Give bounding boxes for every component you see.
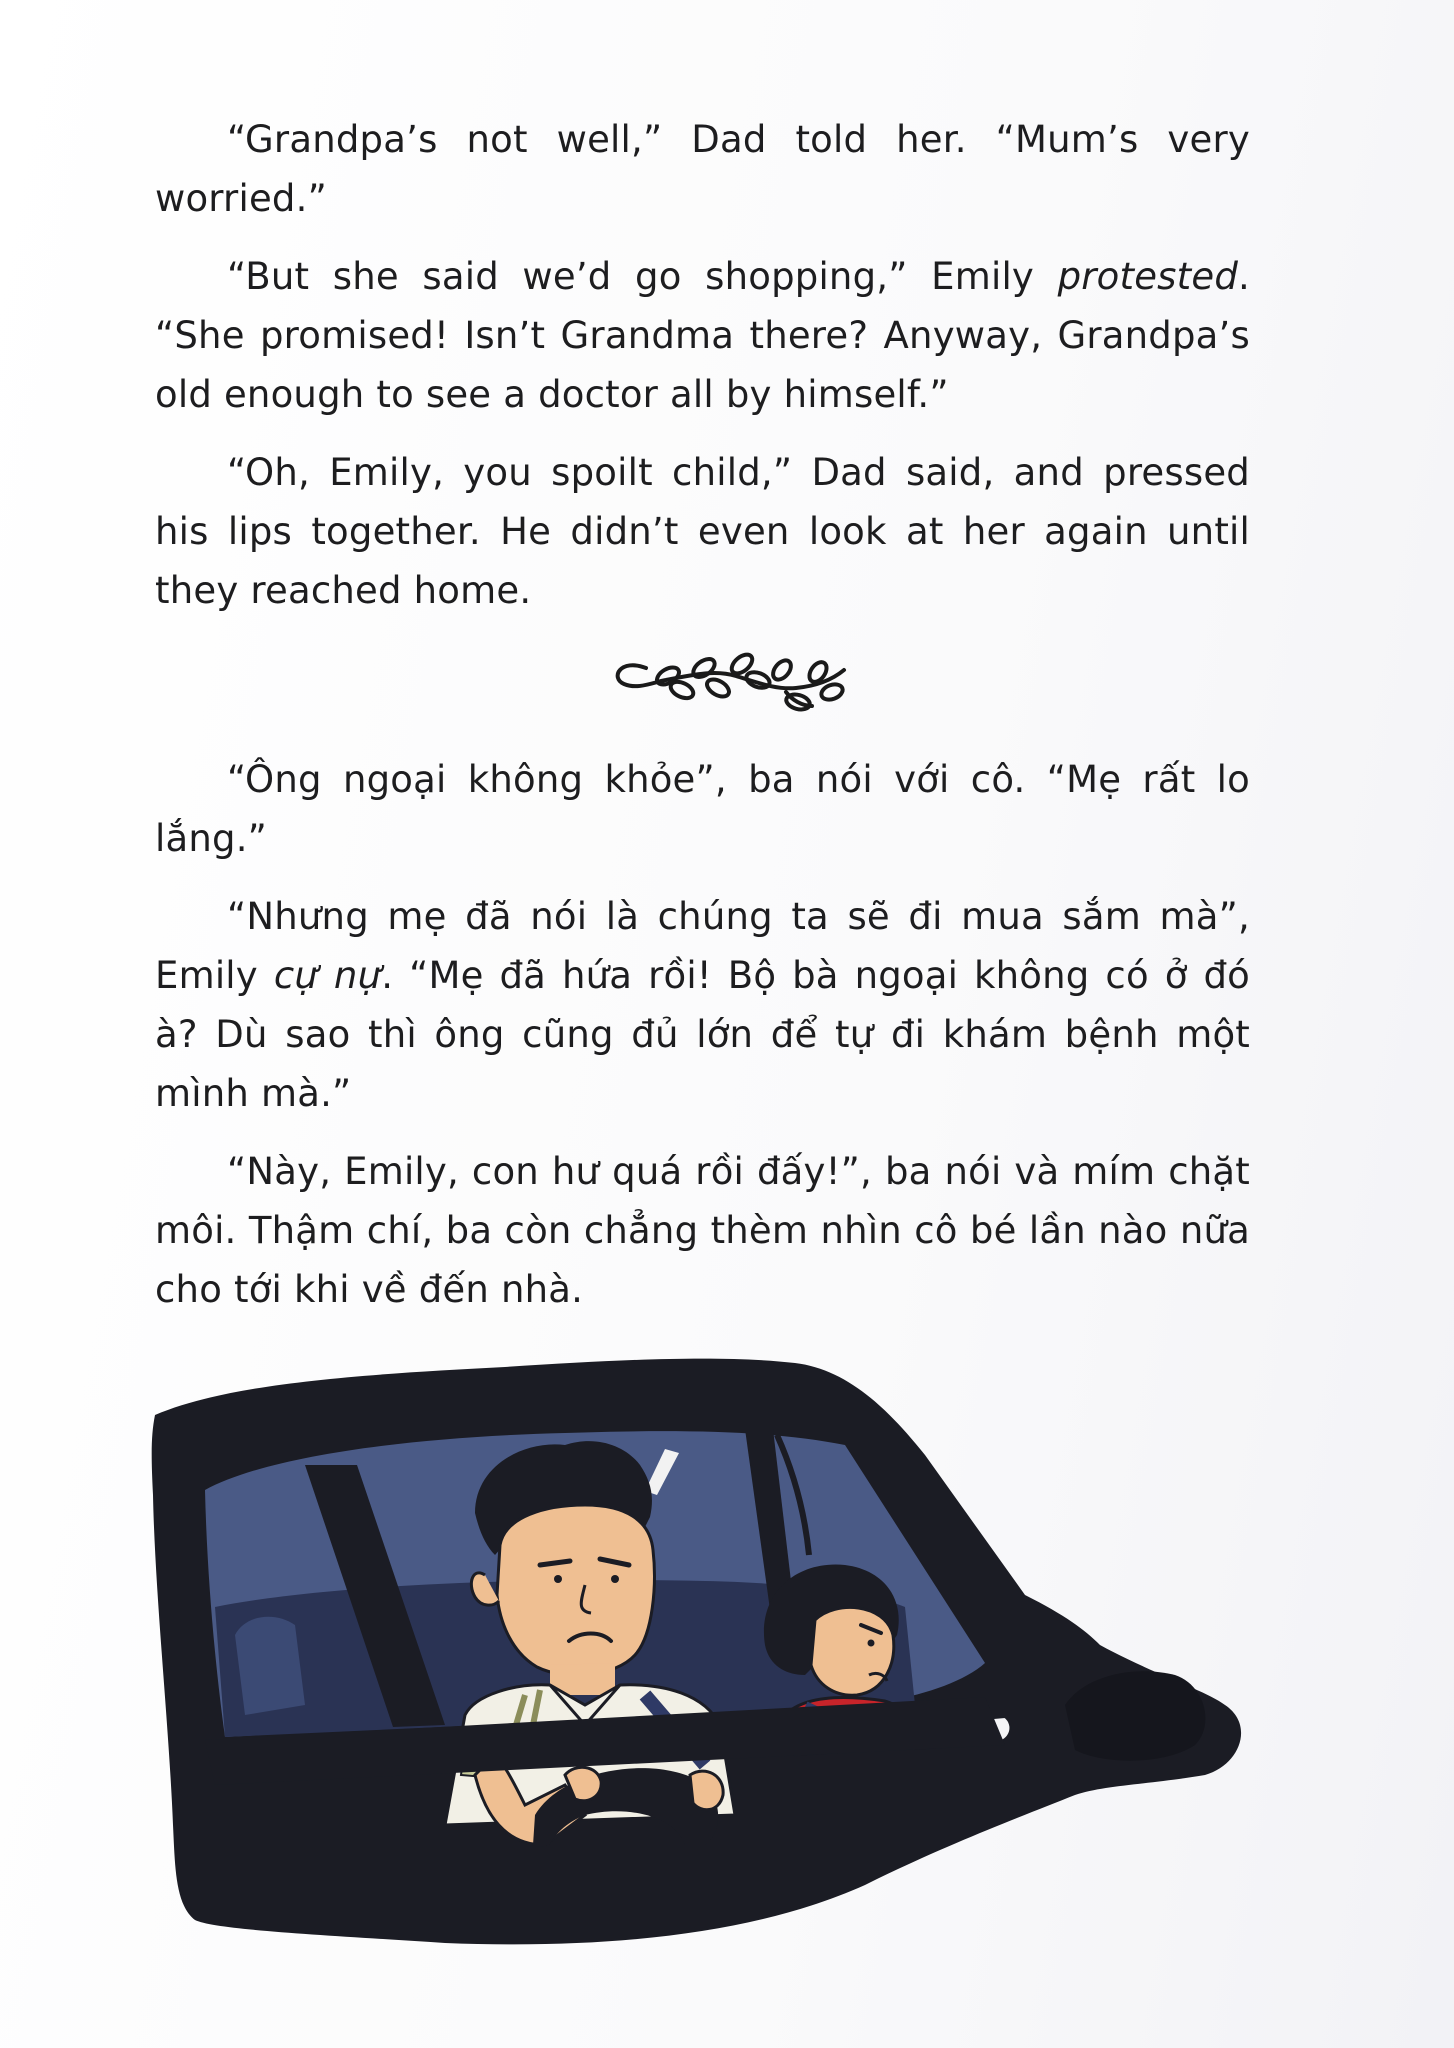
- car-illustration: [145, 1345, 1305, 1965]
- italic-word: cự nự: [273, 954, 382, 997]
- vietnamese-text: [155, 750, 1250, 1338]
- dad-face: [497, 1505, 654, 1675]
- paragraph: [155, 1142, 1250, 1319]
- text-run: “Ông ngoại không khỏe”, ba nói với cô. “Mẹ rất lo lắng.”: [155, 758, 1250, 860]
- text-run: “Này, Emily, con hư quá rồi đấy!”, ba nói và mím chặt môi. Thậm chí, ba còn chẳng thèm nhìn cô bé lần nào nữa cho tới khi về đến nhà.: [155, 1150, 1250, 1311]
- paragraph: [155, 443, 1250, 620]
- english-text: [155, 110, 1250, 639]
- paragraph: [155, 110, 1250, 228]
- text-run: . “Mẹ đã hứa rồi! Bộ bà ngoại không có ở đó à? Dù sao thì ông cũng đủ lớn để tự đi khám bệnh một mình mà.”: [155, 954, 1250, 1115]
- paragraph: [155, 247, 1250, 424]
- text-run: . “She promised! Isn’t Grandma there? Anyway, Grandpa’s old enough to see a doctor all by himself.”: [155, 255, 1250, 416]
- girl-face: [811, 1607, 894, 1695]
- paragraph: [155, 750, 1250, 868]
- text-run: “Grandpa’s not well,” Dad told her. “Mum’s very worried.”: [155, 118, 1250, 220]
- italic-word: protested: [1057, 255, 1239, 298]
- paragraph: [155, 887, 1250, 1123]
- text-run: “Oh, Emily, you spoilt child,” Dad said, and pressed his lips together. He didn’t even look at her again until they reached home.: [155, 451, 1250, 612]
- vine-divider-icon: [606, 640, 852, 720]
- text-run: “But she said we’d go shopping,” Emily: [227, 255, 1058, 298]
- text-run: “Nhưng mẹ đã nói là chúng ta sẽ đi mua sắm mà”, Emily: [155, 895, 1250, 997]
